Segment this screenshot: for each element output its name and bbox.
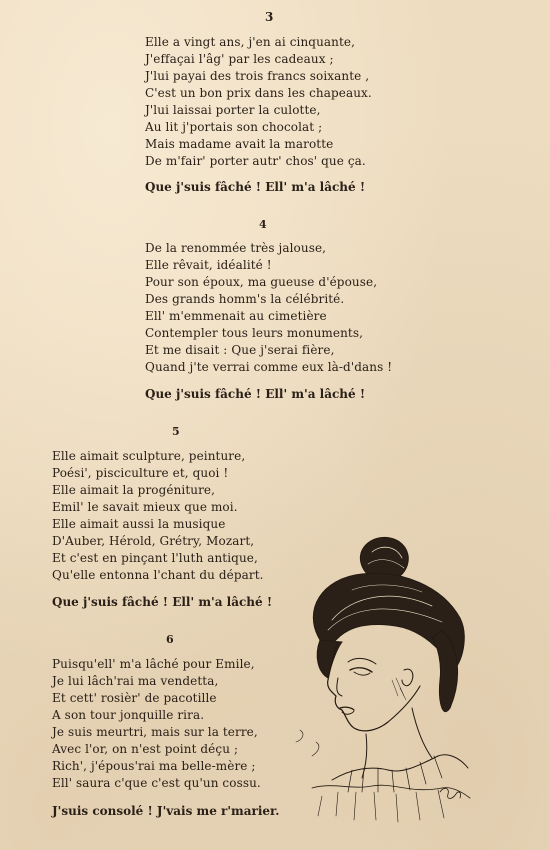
verse-line: A son tour jonquille rira. xyxy=(52,708,205,722)
verse-line: Elle aimait sculpture, peinture, xyxy=(52,449,246,463)
woman-portrait-illustration xyxy=(292,530,472,830)
verse-line: De m'fair' porter autr' chos' que ça. xyxy=(145,154,366,168)
verse-line: Et c'est en pinçant l'luth antique, xyxy=(52,551,258,565)
verse-line: J'lui payai des trois francs soixante , xyxy=(145,69,370,83)
refrain: J'suis consolé ! J'vais me r'marier. xyxy=(52,804,280,818)
stanza-number: 5 xyxy=(172,425,180,438)
verse-line: Emil' le savait mieux que moi. xyxy=(52,500,238,514)
verse-line: Elle aimait aussi la musique xyxy=(52,517,226,531)
verse-line: Au lit j'portais son chocolat ; xyxy=(145,120,323,134)
verse-line: Contempler tous leurs monuments, xyxy=(145,326,363,340)
stanza-5 xyxy=(52,448,264,584)
verse-line: Je suis meurtri, mais sur la terre, xyxy=(52,725,258,739)
verse-line: Poési', pisciculture et, quoi ! xyxy=(52,466,229,480)
stanza-6 xyxy=(52,656,261,792)
verse-line: J'effaçai l'âg' par les cadeaux ; xyxy=(145,52,334,66)
verse-line: Et me disait : Que j'serai fière, xyxy=(145,343,335,357)
refrain: Que j'suis fâché ! Ell' m'a lâché ! xyxy=(52,595,273,609)
verse-line: Elle aimait la progéniture, xyxy=(52,483,216,497)
verse-line: Pour son époux, ma gueuse d'épouse, xyxy=(145,275,378,289)
stanza-1 xyxy=(145,34,372,170)
verse-line: Puisqu'ell' m'a lâché pour Emile, xyxy=(52,657,255,671)
page-number: 3 xyxy=(265,10,274,24)
stanza-number: 4 xyxy=(259,218,267,231)
verse-line: Elle rêvait, idéalité ! xyxy=(145,258,272,272)
stanza-4 xyxy=(145,240,392,376)
stanza-number: 6 xyxy=(166,633,174,646)
verse-line: Je lui lâch'rai ma vendetta, xyxy=(52,674,219,688)
verse-line: Des grands homm's la célébrité. xyxy=(145,292,345,306)
verse-line: Rich', j'épous'rai ma belle-mère ; xyxy=(52,759,256,773)
refrain: Que j'suis fâché ! Ell' m'a lâché ! xyxy=(145,387,366,401)
verse-line: Quand j'te verrai comme eux là-d'dans ! xyxy=(145,360,393,374)
verse-line: Avec l'or, on n'est point déçu ; xyxy=(52,742,239,756)
verse-line: De la renommée très jalouse, xyxy=(145,241,327,255)
verse-line: J'lui laissai porter la culotte, xyxy=(145,103,321,117)
verse-line: Elle a vingt ans, j'en ai cinquante, xyxy=(145,35,356,49)
refrain: Que j'suis fâché ! Ell' m'a lâché ! xyxy=(145,180,366,194)
verse-line: C'est un bon prix dans les chapeaux. xyxy=(145,86,372,100)
verse-line: Mais madame avait la marotte xyxy=(145,137,334,151)
verse-line: Et cett' rosièr' de pacotille xyxy=(52,691,217,705)
verse-line: Qu'elle entonna l'chant du départ. xyxy=(52,568,264,582)
verse-line: Ell' m'emmenait au cimetière xyxy=(145,309,327,323)
verse-line: D'Auber, Hérold, Grétry, Mozart, xyxy=(52,534,255,548)
verse-line: Ell' saura c'que c'est qu'un cossu. xyxy=(52,776,261,790)
